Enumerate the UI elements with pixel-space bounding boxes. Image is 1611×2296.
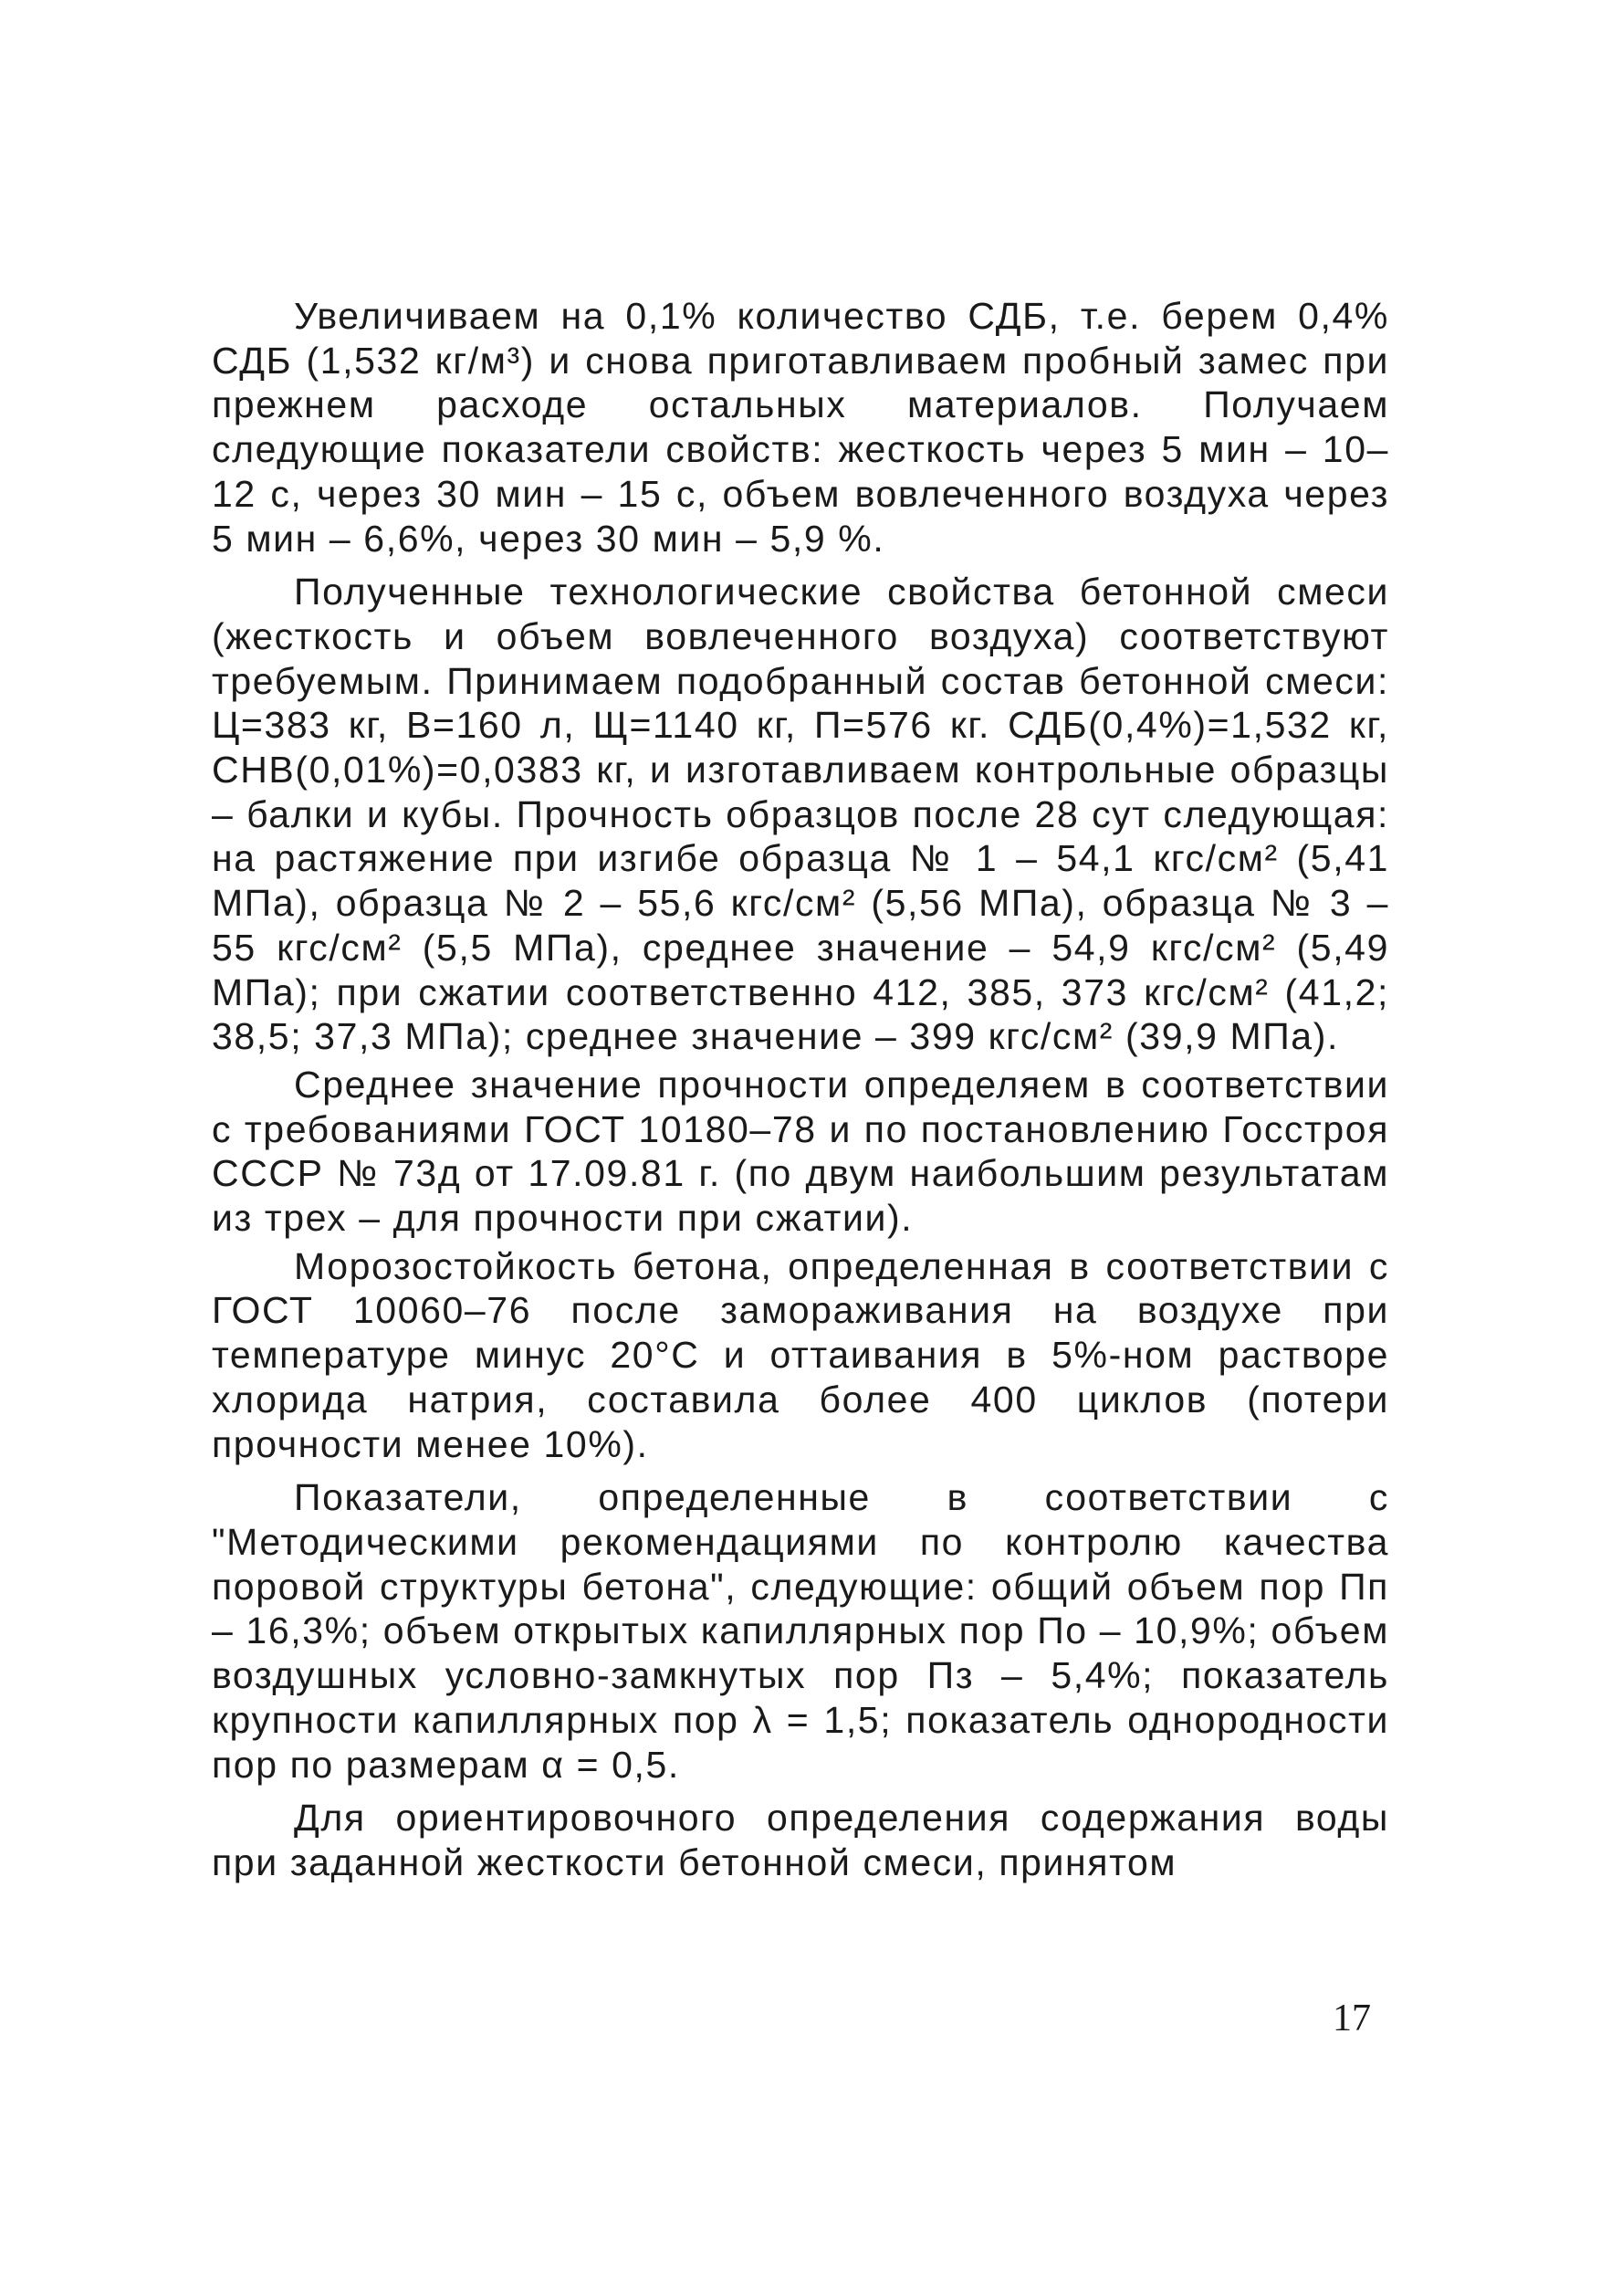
paragraph-mix-properties: Полученные технологические свойства бетонной смеси (жесткость и объем вовлеченного воздуха) соответствуют требуемым. Принимаем подобранный состав бетонной смеси: Ц=383 кг, В=160 л, Щ=1140 кг, П=576 кг. СДБ(0,4%)=1,532 кг, СНВ(0,01%)=0,0383 кг, и изготавливаем контрольные образцы – балки и кубы. Прочность образцов после 28 сут следующая: на растяжение при изгибе образца № 1 – 54,1 кгс/см² (5,41 МПа), образца № 2 – 55,6 кгс/см² (5,56 МПа), образца № 3 – 55 кгс/см² (5,5 МПа), среднее значение – 54,9 кгс/см² (5,49 МПа); при сжатии соответственно 412, 385, 373 кгс/см² (41,2; 38,5; 37,3 МПа); среднее значение – 399 кгс/см² (39,9 МПа). [212,571,1389,1058]
paragraph-strength-average: Среднее значение прочности определяем в соответствии с требованиями ГОСТ 10180–78 и по постановлению Госстроя СССР № 73д от 17.09.81 г. (по двум наибольшим результатам из трех – для прочности при сжатии). [212,1063,1389,1240]
paragraph-water-content: Для ориентировочного определения содержания воды при заданной жесткости бетонной смеси, принятом [212,1797,1389,1883]
paragraph-sdb-increase: Увеличиваем на 0,1% количество СДБ, т.е. берем 0,4% СДБ (1,532 кг/м³) и снова приготавливаем пробный замес при прежнем расходе остальных материалов. Получаем следующие показатели свойств: жесткость через 5 мин – 10–12 с, через 30 мин – 15 с, объем вовлеченного воздуха через 5 мин – 6,6%, через 30 мин – 5,9 %. [212,295,1389,560]
paragraph-pore-structure: Показатели, определенные в соответствии с "Методическими рекомендациями по контролю качества поровой структуры бетона", следующие: общий объем пор Пп – 16,3%; объем открытых капиллярных пор По – 10,9%; объем воздушных условно-замкнутых пор Пз – 5,4%; показатель крупности капиллярных пор λ = 1,5; показатель однородности пор по размерам α = 0,5. [212,1476,1389,1786]
page-number: 17 [1333,1997,1371,2039]
paragraph-frost-resistance: Морозостойкость бетона, определенная в соответствии с ГОСТ 10060–76 после замораживания на воздухе при температуре минус 20°С и оттаивания в 5%-ном растворе хлорида натрия, составила более 400 циклов (потери прочности менее 10%). [212,1244,1389,1465]
body-text [212,294,1389,1885]
